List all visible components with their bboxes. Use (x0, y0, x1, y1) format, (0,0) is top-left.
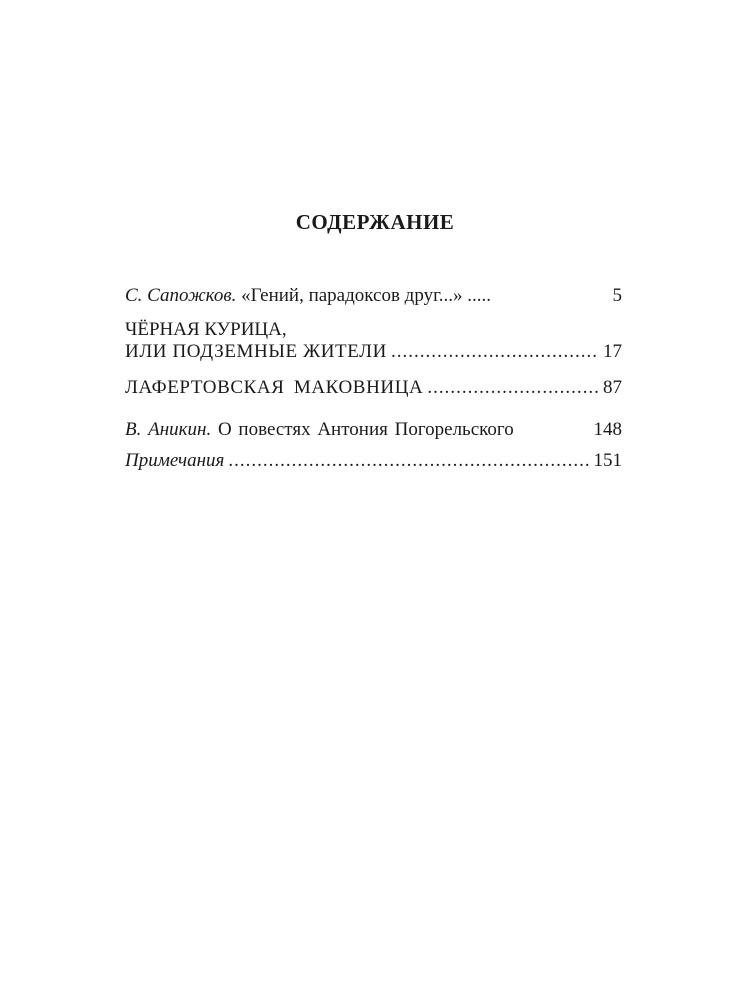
entry-page-number: 87 (603, 377, 622, 398)
entry-title: ЛАФЕРТОВСКАЯ МАКОВНИЦА (125, 377, 424, 398)
entry-author: В. Аникин. (125, 419, 212, 440)
toc-entry-text (125, 285, 491, 307)
dot-leader (391, 341, 599, 363)
table-of-contents (125, 285, 622, 472)
toc-entry-chernaya-kuritsa[interactable] (125, 319, 622, 363)
toc-entry-anikin[interactable] (125, 419, 622, 441)
entry-author: С. Сапожков. (125, 285, 237, 306)
entry-leader-dots: ..... (467, 285, 491, 306)
entry-page-number: 17 (603, 341, 622, 362)
toc-entry-text (125, 419, 514, 441)
toc-entry-lafertovskaya[interactable] (125, 377, 622, 399)
entry-title-line2: ИЛИ ПОДЗЕМНЫЕ ЖИТЕЛИ (125, 341, 387, 362)
entry-title-line1: ЧЁРНАЯ КУРИЦА, (125, 319, 287, 340)
entry-title: Примечания (125, 450, 225, 471)
entry-title: «Гений, парадоксов друг...» (241, 285, 463, 306)
dot-leader (427, 377, 599, 399)
toc-entry-primechaniya[interactable] (125, 450, 622, 472)
dot-leader (228, 450, 589, 472)
entry-title: О повестях Антония Погорельского (217, 419, 514, 440)
entry-page-number: 148 (593, 419, 622, 440)
entry-page-number: 151 (593, 450, 622, 471)
entry-page-number: 5 (612, 285, 622, 306)
toc-heading: СОДЕРЖАНИЕ (295, 210, 455, 234)
toc-entry-sapozhkov[interactable] (125, 285, 622, 307)
